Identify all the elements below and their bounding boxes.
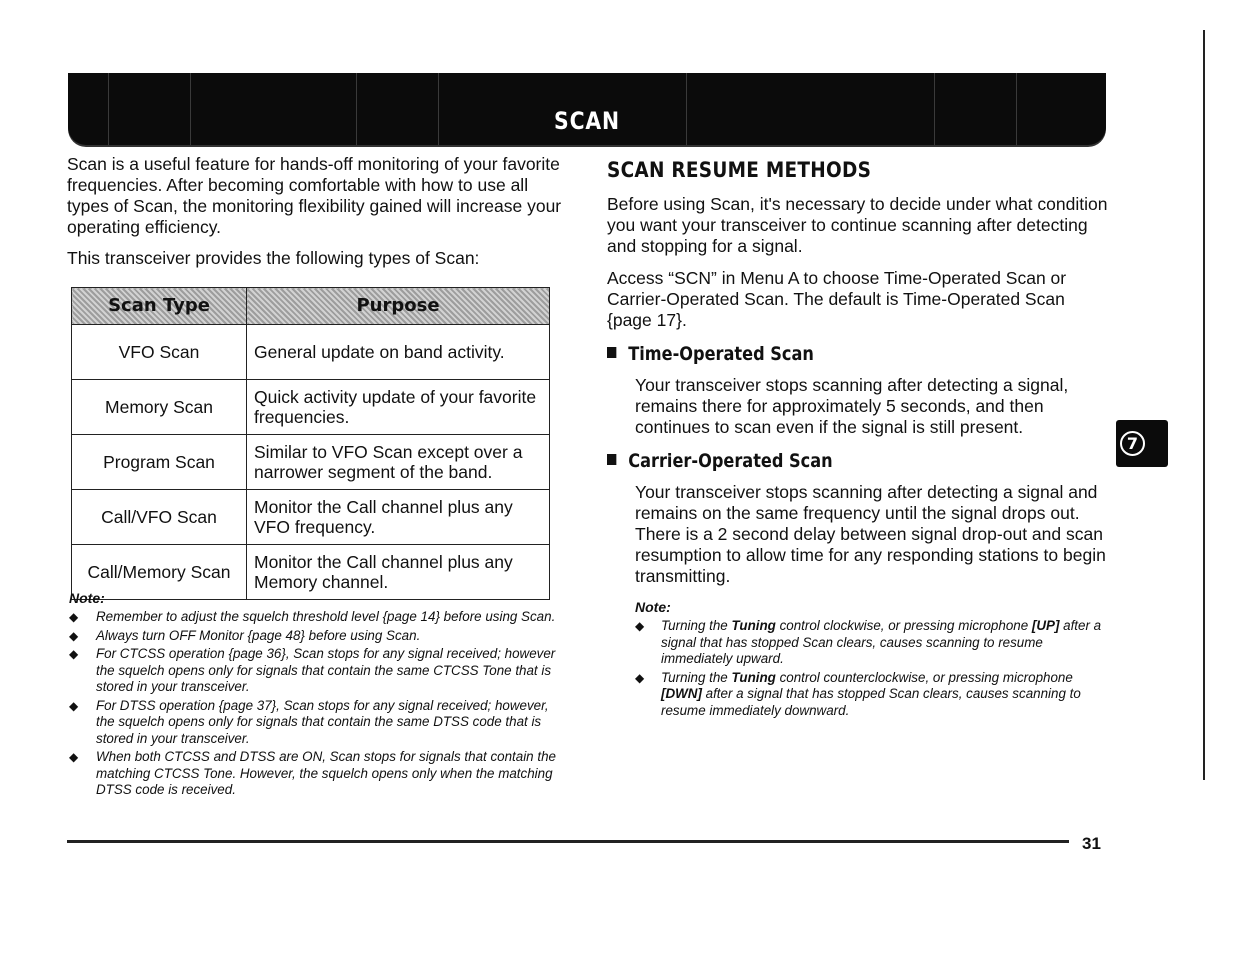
table-row (72, 380, 550, 435)
diamond-bullet-icon: ◆ (635, 619, 645, 633)
purpose-cell: Quick activity update of your favorite frequencies. (247, 380, 550, 435)
scan-resume-section (607, 158, 1112, 721)
header-divider (108, 73, 109, 145)
chapter-header-bar (68, 73, 1106, 145)
square-bullet-icon (607, 454, 616, 465)
scan-type-cell: VFO Scan (72, 325, 247, 380)
resume-menu-paragraph: Access “SCN” in Menu A to choose Time-Operated Scan or Carrier-Operated Scan. The default is Time-Operated Scan {page 17}. (607, 268, 1067, 330)
note-item: ◆ Always turn OFF Monitor {page 48} before using Scan. (69, 627, 421, 643)
note-item: ◆ When both CTCSS and DTSS are ON, Scan stops for signals that contain the matching CTCSS Tone. However, the squelch opens only when the matching DTSS code is received. (69, 749, 556, 797)
scan-type-cell: Call/Memory Scan (72, 545, 247, 600)
diamond-bullet-icon: ◆ (69, 610, 79, 624)
note-item: ◆ Turning the Tuning control counterclockwise, or pressing microphone [DWN] after a signal that has stopped Scan clears, causes scanning to resume immediately downward. (635, 669, 1081, 718)
page-edge-rule (1203, 30, 1205, 780)
scan-type-cell: Program Scan (72, 435, 247, 490)
note-item: ◆ Remember to adjust the squelch threshold level {page 14} before using Scan. (69, 609, 556, 624)
column-header-scan-type: Scan Type (72, 288, 247, 325)
purpose-cell: Similar to VFO Scan except over a narrower segment of the band. (247, 435, 550, 490)
square-bullet-icon (607, 347, 616, 358)
scan-types-table (71, 287, 550, 600)
note-list (69, 609, 559, 799)
diamond-bullet-icon: ◆ (69, 750, 79, 764)
note-item: ◆ Turning the Tuning control clockwise, or pressing microphone [UP] after a signal that has stopped Scan clears, causes scanning to resume immediately upward. (635, 618, 1102, 666)
note-item: ◆ For CTCSS operation {page 36}, Scan stops for any signal received; however the squelch opens only for signals that contain the same CTCSS Tone that is stored in your transceiver. (69, 646, 556, 694)
scan-notes (69, 590, 559, 801)
resume-notes (635, 599, 1112, 719)
diamond-bullet-icon: ◆ (69, 698, 79, 713)
note-label: Note: (69, 590, 105, 606)
carrier-operated-text: Your transceiver stops scanning after detecting a signal and remains on the same frequency until the signal drops out. There is a 2 second delay between signal drop-out and scan resumption to allow time for any responding stations to begin transmitting. (635, 482, 1106, 586)
purpose-cell: General update on band activity. (247, 325, 550, 380)
table-row (72, 435, 550, 490)
note-list (635, 618, 1112, 719)
chapter-tab (1116, 420, 1168, 467)
resume-intro-paragraph: Before using Scan, it's necessary to decide under what condition you want your transceiver to continue scanning after detecting and stopping for a signal. (607, 194, 1108, 256)
table-row (72, 325, 550, 380)
scan-type-cell: Call/VFO Scan (72, 490, 247, 545)
chapter-title: SCAN (554, 107, 620, 135)
table-header-row (72, 288, 550, 325)
footer-rule (67, 840, 1069, 843)
note-item: ◆ For DTSS operation {page 37}, Scan stops for any signal received; however, the squelch opens only for signals that contain the same DTSS code that is stored in your transceiver. (69, 697, 549, 746)
purpose-cell: Monitor the Call channel plus any Memory channel. (247, 545, 550, 600)
carrier-operated-heading: Carrier-Operated Scan (607, 450, 1036, 472)
note-label: Note: (635, 599, 671, 615)
intro-section (67, 154, 562, 269)
diamond-bullet-icon: ◆ (69, 647, 79, 661)
page-number: 31 (1082, 834, 1101, 853)
intro-paragraph: Scan is a useful feature for hands-off monitoring of your favorite frequencies. After becoming comfortable with how to use all types of Scan, the monitoring flexibility gained will increase your operating efficiency. (67, 154, 562, 237)
scan-type-cell: Memory Scan (72, 380, 247, 435)
section-heading: SCAN RESUME METHODS (607, 158, 872, 182)
diamond-bullet-icon: ◆ (635, 670, 645, 685)
intro-types-paragraph: This transceiver provides the following types of Scan: (67, 248, 480, 268)
diamond-bullet-icon: ◆ (69, 628, 79, 643)
purpose-cell: Monitor the Call channel plus any VFO frequency. (247, 490, 550, 545)
chapter-number: 7 (1120, 431, 1145, 456)
time-operated-heading: Time-Operated Scan (607, 343, 1036, 365)
table-row (72, 490, 550, 545)
column-header-purpose: Purpose (247, 288, 550, 325)
time-operated-text: Your transceiver stops scanning after detecting a signal, remains there for approximately 5 seconds, and then continues to scan even if the signal is still present. (635, 375, 1069, 437)
